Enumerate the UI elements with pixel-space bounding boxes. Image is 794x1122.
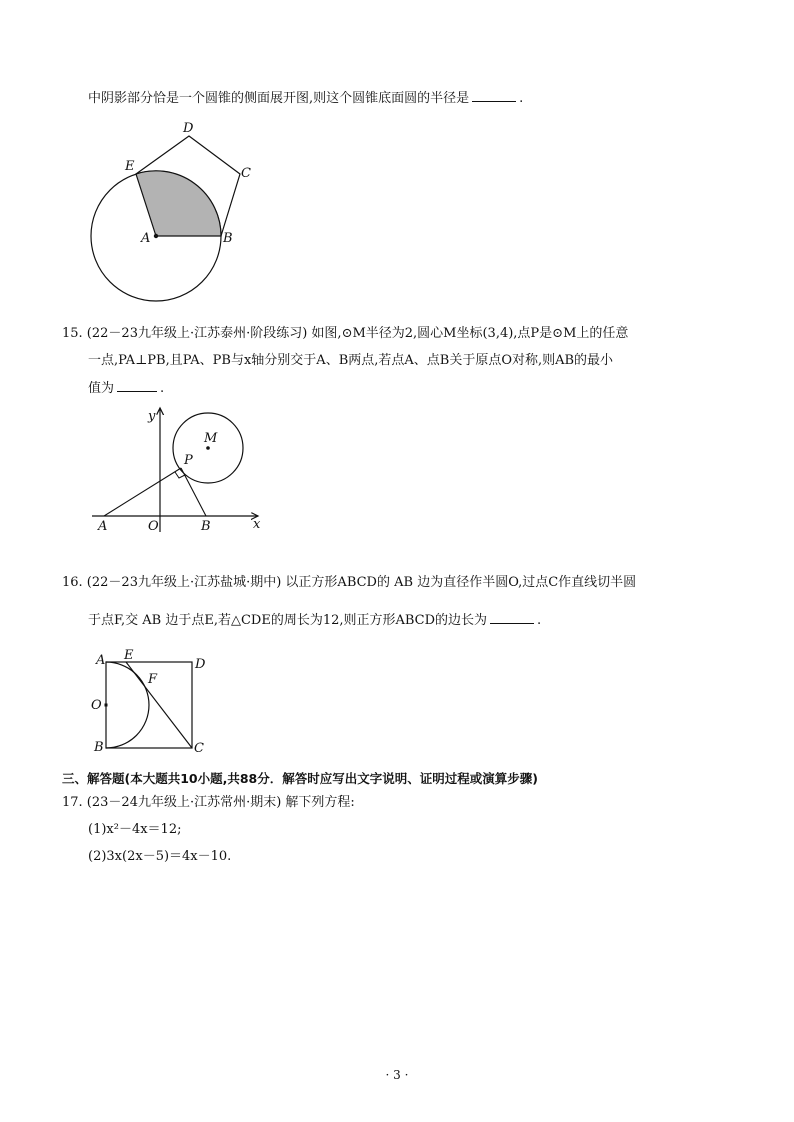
q15-label-y: y <box>148 409 156 424</box>
q14-end: . <box>519 91 524 106</box>
q15-label-b: B <box>201 519 211 534</box>
q14-text-line <box>88 89 523 108</box>
q14-label-d: D <box>183 121 194 136</box>
q16-label-a: A <box>96 653 106 668</box>
q15-line3-wrap <box>88 379 164 398</box>
q16-label-e: E <box>124 648 134 663</box>
q16-figure <box>88 648 218 758</box>
q14-label-c: C <box>241 166 251 181</box>
q17-title: 17. (23－24九年级上·江苏常州·期末) 解下列方程: <box>62 795 355 810</box>
q15-center-m-dot <box>206 446 210 450</box>
q16-label-d: D <box>195 657 206 672</box>
q16-semicircle-o <box>106 662 149 748</box>
q15-answer-blank <box>117 379 157 392</box>
section-3-heading: 三、解答题(本大题共10小题,共88分．解答时应写出文字说明、证明过程或演算步骤) <box>62 771 538 786</box>
q15-end: . <box>160 381 165 396</box>
q15-line1: 15. (22－23九年级上·江苏泰州·阶段练习) 如图,⊙M半径为2,圆心M坐标(3,4),点P是⊙M上的任意 <box>62 326 629 341</box>
q16-label-o: O <box>91 698 102 713</box>
q14-label-b: B <box>223 231 233 246</box>
q15-segment-pa <box>104 468 181 516</box>
q16-label-c: C <box>194 741 204 756</box>
q15-line2: 一点,PA⊥PB,且PA、PB与x轴分别交于A、B两点,若点A、点B关于原点O对称,则AB的最小 <box>88 353 614 368</box>
q15-label-p: P <box>184 453 193 468</box>
q14-answer-blank <box>472 89 516 102</box>
q16-center-o-mark <box>105 704 108 707</box>
q16-label-b: B <box>94 740 104 755</box>
q16-line2-wrap <box>88 611 541 630</box>
q15-line3: 值为 <box>88 381 115 396</box>
q14-label-e: E <box>125 159 135 174</box>
q15-label-x: x <box>253 517 261 532</box>
q16-line2: 于点F,交 AB 边于点E,若△CDE的周长为12,则正方形ABCD的边长为 <box>88 613 488 628</box>
page-number: · 3 · <box>385 1068 409 1082</box>
q15-figure <box>88 402 278 542</box>
q14-figure <box>85 118 265 308</box>
q15-label-a: A <box>98 519 108 534</box>
q15-label-o: O <box>148 519 159 534</box>
q16-label-f: F <box>148 672 158 687</box>
q14-text: 中阴影部分恰是一个圆锥的侧面展开图,则这个圆锥底面圆的半径是 <box>88 91 470 106</box>
q16-answer-blank <box>490 611 534 624</box>
q14-label-a: A <box>141 231 151 246</box>
q16-line1: 16. (22－23九年级上·江苏盐城·期中) 以正方形ABCD的 AB 边为直径作半圆O,过点C作直线切半圆 <box>62 575 637 590</box>
q17-equation-2: (2)3x(2x－5)＝4x－10. <box>88 849 232 864</box>
q16-end: . <box>537 613 542 628</box>
q14-shaded-sector <box>136 171 221 236</box>
q17-equation-1: (1)x²－4x＝12; <box>88 822 182 837</box>
q14-center-dot <box>154 234 158 238</box>
q15-label-m: M <box>204 431 218 446</box>
